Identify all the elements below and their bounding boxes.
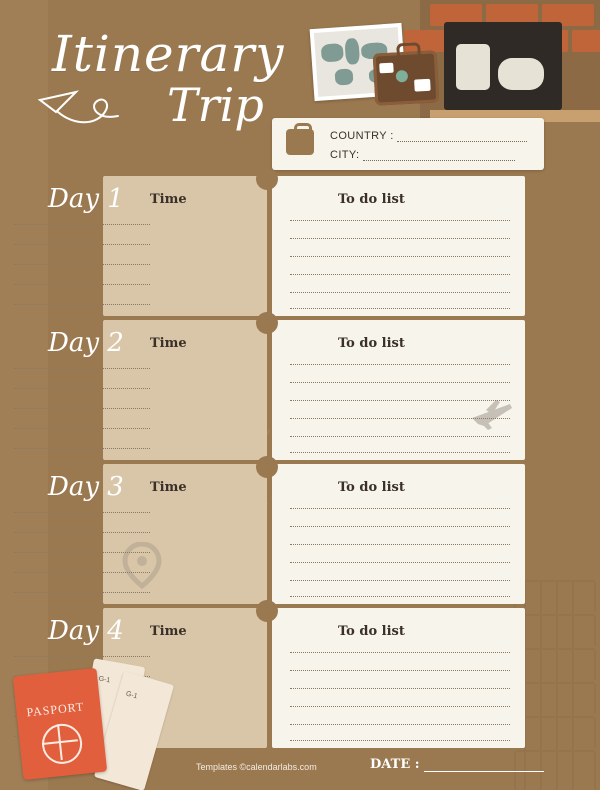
suitcase-light-1: [456, 44, 490, 90]
country-input[interactable]: [397, 131, 527, 142]
connector-dot-1: [256, 168, 278, 190]
country-label: COUNTRY :: [330, 130, 394, 142]
day-label-3: Day 3: [48, 472, 124, 502]
day4-time-header: Time: [150, 624, 187, 639]
connector-dot-4: [256, 600, 278, 622]
trip-info-card: [272, 118, 544, 170]
duffel-bag: [498, 58, 544, 90]
boarding-pass-1-code: G-1: [98, 675, 111, 685]
footer-date: [370, 757, 544, 772]
suitcase-icon: [286, 129, 314, 155]
day3-todo-header: To do list: [338, 480, 405, 495]
globe-icon: [40, 722, 84, 766]
passport-label: PASPORT: [25, 699, 85, 720]
day-label-2: Day 2: [48, 328, 124, 358]
day-block-2: [0, 320, 600, 460]
day-label-4: Day 4: [48, 616, 124, 646]
connector-dot-2: [256, 312, 278, 334]
boarding-pass-2-code: G-1: [124, 690, 139, 701]
date-label: DATE :: [370, 757, 420, 772]
day4-todo-header: To do list: [338, 624, 405, 639]
day-label-1: Day 1: [48, 184, 124, 214]
day1-time-header: Time: [150, 192, 187, 207]
day2-todo-header: To do list: [338, 336, 405, 351]
footer-credit: Templates ©calendarlabs.com: [196, 762, 317, 772]
day3-time-header: Time: [150, 480, 187, 495]
city-input[interactable]: [363, 150, 515, 161]
title-main: Itinerary: [52, 25, 285, 83]
airplane-icon: [470, 392, 514, 436]
country-row: [330, 130, 527, 142]
paper-plane-doodle-icon: [36, 86, 146, 136]
title-sub: Trip: [167, 78, 264, 132]
connector-dot-3: [256, 456, 278, 478]
map-pin-icon: [122, 542, 162, 590]
day-block-1: [0, 176, 600, 316]
date-input[interactable]: [424, 761, 544, 772]
day2-time-header: Time: [150, 336, 187, 351]
day1-todo-header: To do list: [338, 192, 405, 207]
passport-decoration: [13, 668, 107, 780]
city-label: CITY:: [330, 149, 360, 161]
city-row: [330, 149, 515, 161]
suitcase-brown: [373, 50, 440, 105]
day-block-3: [0, 464, 600, 604]
